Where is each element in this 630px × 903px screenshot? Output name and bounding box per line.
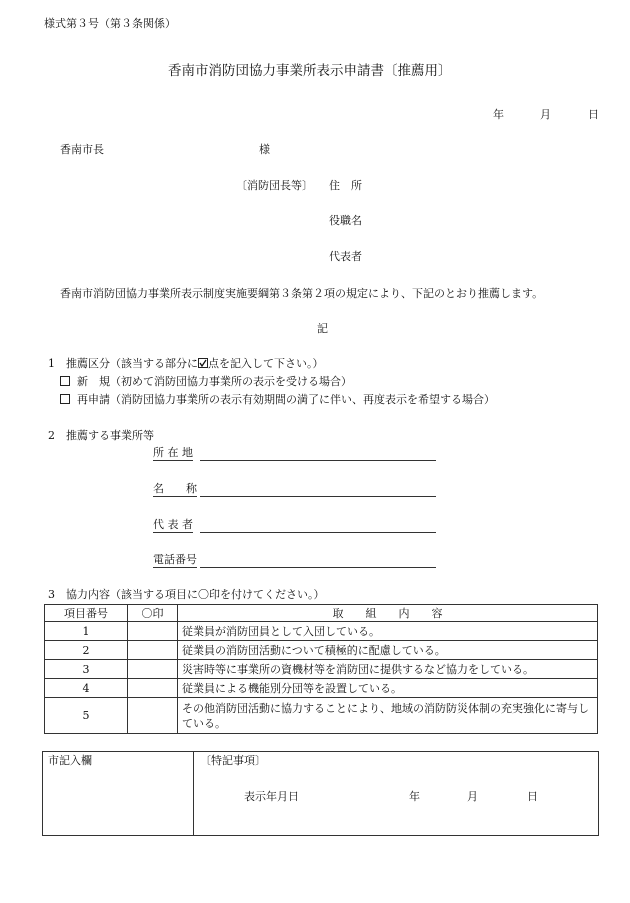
display-date-month: 月 [467, 790, 478, 803]
row-number: 1 [45, 622, 128, 641]
date-day: 日 [588, 108, 599, 121]
row-mark-cell[interactable] [128, 660, 178, 679]
header-number: 項目番号 [45, 605, 128, 622]
display-date-day: 日 [527, 790, 538, 803]
option-reapply[interactable] [60, 393, 495, 407]
table-header-row [45, 605, 598, 622]
section3-heading: 3 協力内容（該当する項目に〇印を付けてください。） [48, 588, 325, 601]
city-box-notes-label: 〔特記事項〕 [200, 754, 266, 767]
applicant-representative-label: 代表者 [329, 250, 362, 263]
checked-box-icon [198, 358, 208, 368]
header-content: 取 組 内 容 [178, 605, 598, 622]
table-row [45, 660, 598, 679]
section1-heading-prefix: 1 推薦区分（該当する部分に [48, 357, 198, 370]
date-year: 年 [493, 108, 504, 121]
field-phone-label: 電話番号 [153, 553, 197, 566]
field-phone-line[interactable] [200, 567, 436, 568]
section1-heading [48, 357, 324, 371]
section1-heading-suffix: 点を記入して下さい。） [208, 357, 324, 370]
page-title: 香南市消防団協力事業所表示申請書〔推薦用〕 [168, 63, 452, 79]
applicant-position-label: 役職名 [329, 214, 362, 227]
city-box-divider [193, 751, 194, 835]
display-date-label: 表示年月日 [244, 790, 299, 803]
row-content: その他消防団活動に協力することにより、地域の消防防災体制の充実強化に寄与している。 [178, 698, 598, 734]
section2-heading: 2 推薦する事業所等 [48, 429, 154, 442]
table-row [45, 679, 598, 698]
field-representative-label: 代 表 者 [153, 518, 193, 531]
addressee-suffix: 様 [259, 143, 270, 156]
row-mark-cell[interactable] [128, 698, 178, 734]
field-name-label: 名 称 [153, 482, 197, 495]
option-new-label: 新 規（初めて消防団協力事業所の表示を受ける場合） [77, 375, 352, 388]
row-mark-cell[interactable] [128, 679, 178, 698]
applicant-address-label: 住 所 [329, 179, 362, 192]
display-date-year: 年 [409, 790, 420, 803]
field-name-line[interactable] [200, 496, 436, 497]
addressee-name: 香南市長 [60, 143, 104, 156]
option-new[interactable] [60, 375, 352, 389]
table-row [45, 698, 598, 734]
checkbox-new-icon[interactable] [60, 376, 70, 386]
row-mark-cell[interactable] [128, 622, 178, 641]
row-content: 従業員の消防団活動について積極的に配慮している。 [178, 641, 598, 660]
ki-heading: 記 [317, 322, 328, 335]
city-use-box [42, 751, 599, 836]
row-number: 5 [45, 698, 128, 734]
row-mark-cell[interactable] [128, 641, 178, 660]
row-number: 3 [45, 660, 128, 679]
row-content: 災害時等に事業所の資機材等を消防団に提供するなど協力をしている。 [178, 660, 598, 679]
option-reapply-label: 再申請（消防団協力事業所の表示有効期間の満了に伴い、再度表示を希望する場合） [77, 393, 495, 406]
applicant-role: 〔消防団長等〕 [236, 179, 313, 192]
field-location-label: 所 在 地 [153, 446, 193, 459]
table-row [45, 622, 598, 641]
field-location-line[interactable] [200, 460, 436, 461]
row-number: 2 [45, 641, 128, 660]
row-content: 従業員による機能別分団等を設置している。 [178, 679, 598, 698]
cooperation-table [44, 604, 598, 734]
checkbox-reapply-icon[interactable] [60, 394, 70, 404]
table-row [45, 641, 598, 660]
city-box-label: 市記入欄 [48, 754, 92, 767]
form-number: 様式第３号（第３条関係） [44, 17, 176, 30]
row-content: 従業員が消防団員として入団している。 [178, 622, 598, 641]
row-number: 4 [45, 679, 128, 698]
statement-text: 香南市消防団協力事業所表示制度実施要綱第３条第２項の規定により、下記のとおり推薦します。 [60, 287, 544, 300]
field-representative-line[interactable] [200, 532, 436, 533]
header-mark: 〇印 [128, 605, 178, 622]
date-month: 月 [540, 108, 551, 121]
